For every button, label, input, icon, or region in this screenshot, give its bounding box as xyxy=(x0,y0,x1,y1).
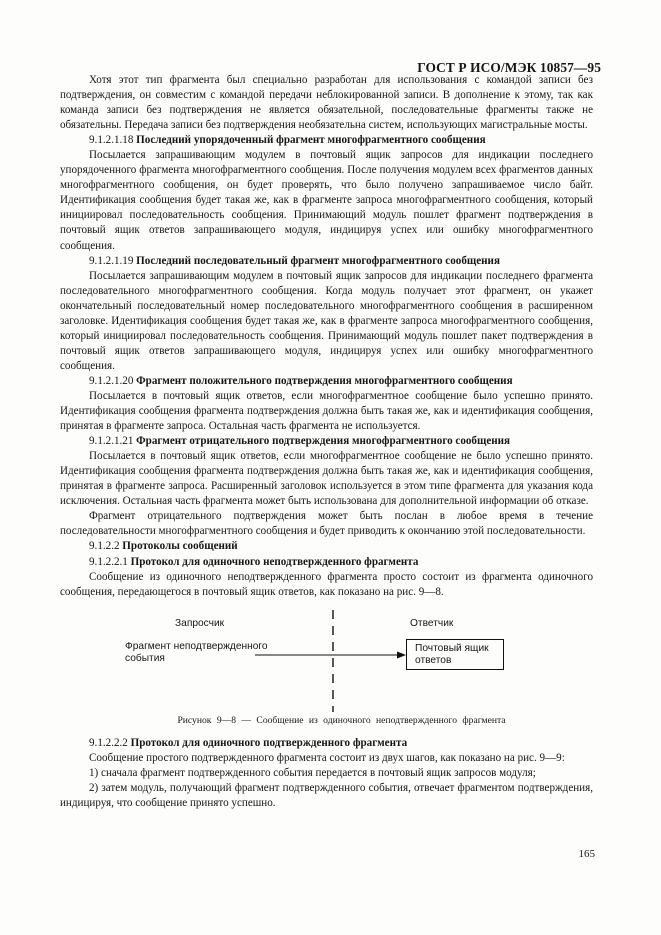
section-heading-21: 9.1.2.1.21 Фрагмент отрицательного подтверждения многофрагментного сообщения xyxy=(89,435,511,448)
document-body xyxy=(60,73,593,811)
section-text-1222: Сообщение простого подтвержденного фрагмента состоит из двух шагов, как показано на рис. 9—9: xyxy=(89,751,565,764)
responder-label: Ответчик xyxy=(410,617,454,629)
section-heading-1222: 9.1.2.2.2 Протокол для одиночного подтвержденного фрагмента xyxy=(89,736,408,749)
section-text-1221: Сообщение из одиночного неподтвержденного фрагмента просто состоит из фрагмента одиночного сообщения, передающегося в почтовый ящик ответов, как показано на рис. 9—8. xyxy=(60,570,593,598)
response-mailbox-box xyxy=(406,639,504,670)
intro-paragraph: Хотя этот тип фрагмента был специально разработан для использования с командой записи без подтверждения, он совместим с командой передачи неблокированной записи. В дополнение к этому, так как команда записи без подтверждения не является обязательной, последовательные фрагменты также не обязательны. Передача записи без подтверждения необязательна систем, использующих магистральные мосты. xyxy=(60,74,593,132)
message-arrow-head xyxy=(397,651,406,658)
page-header: ГОСТ Р ИСО/МЭК 10857—95 xyxy=(417,60,601,75)
fragment-label-line2: события xyxy=(125,652,165,664)
box-line-1: Почтовый ящик xyxy=(415,642,489,654)
section-text-21b: Фрагмент отрицательного подтверждения может быть послан в любое время в течение последовательности многофрагментного сообщения и будет приводить к окончанию этой последовательности. xyxy=(60,510,593,538)
section-text-20: Посылается в почтовый ящик ответов, если многофрагментное сообщение было успешно принято. Идентификация сообщения фрагмента подтверждения должна быть такая же, как и идентификация сообщения, принятая в фрагменте запроса. Остальная часть фрагмента не используется. xyxy=(60,389,593,433)
page-number: 165 xyxy=(578,848,595,860)
figure-9-8 xyxy=(60,606,593,714)
step-1: 1) сначала фрагмент подтвержденного события передается в почтовый ящик запросов модуля; xyxy=(89,766,536,779)
figure-caption: Рисунок 9—8 — Сообщение из одиночного неподтвержденного фрагмента xyxy=(177,714,506,726)
requester-label: Запросчик xyxy=(175,617,225,629)
section-heading-122: 9.1.2.2 Протоколы сообщений xyxy=(89,540,238,553)
box-line-2: ответов xyxy=(415,654,452,666)
section-text-19: Посылается запрашивающим модулем в почтовый ящик запросов для индикации последнего фрагмента последовательного многофрагментного сообщения. Когда модуль получает этот фрагмент, он укажет окончательный последовательный номер последовательного многофрагментного сообщения в расширенном заголовке. Идентификация сообщения будет такая же, как в фрагменте запроса многофрагментного сообщения, который инициировал последовательность сообщения. Принимающий модуль пошлет пакет подтверждения в почтовый ящик ответов запрашивающего модуля, индицируя успех или ошибку многофрагментного сообщения. xyxy=(60,269,593,372)
section-text-18: Посылается запрашивающим модулем в почтовый ящик запросов для индикации последнего упорядоченного фрагмента многофрагментного сообщения. После получения модулем всех фрагментов данных многофрагментного сообщения, он будет проверять, что было получено запрашиваемое число байт. Идентификация сообщения будет такая же, как в фрагменте запроса многофрагментного сообщения, который инициировал последовательность сообщения. Принимающий модуль пошлет фрагмент подтверждения в почтовый ящик ответов запрашивающего модуля, индицируя успех или ошибку многофрагментного сообщения. xyxy=(60,149,593,252)
section-heading-20: 9.1.2.1.20 Фрагмент положительного подтверждения многофрагментного сообщения xyxy=(89,374,513,387)
section-heading-1221: 9.1.2.2.1 Протокол для одиночного неподтвержденного фрагмента xyxy=(89,555,419,568)
section-heading-19: 9.1.2.1.19 Последний последовательный фрагмент многофрагментного сообщения xyxy=(89,254,500,267)
figure-lines xyxy=(60,606,593,714)
section-heading-18: 9.1.2.1.18 Последний упорядоченный фрагмент многофрагментного сообщения xyxy=(89,134,486,147)
fragment-label-line1: Фрагмент неподтвержденного xyxy=(125,640,268,652)
step-2: 2) затем модуль, получающий фрагмент подтвержденного события, отвечает фрагментом подтверждения, индицируя, что сообщение принято успешно. xyxy=(60,781,593,809)
section-text-21: Посылается в почтовый ящик ответов, если многофрагментное сообщение не было успешно принято. Идентификация сообщения фрагмента подтверждения должна быть такая же, как и идентификация сообщения, принятая в фрагменте запроса. Расширенный заголовок используется в этом типе фрагмента для указания кода исключения. Остальная часть фрагмента может быть использована для дополнительной информации об отказе. xyxy=(60,450,593,508)
